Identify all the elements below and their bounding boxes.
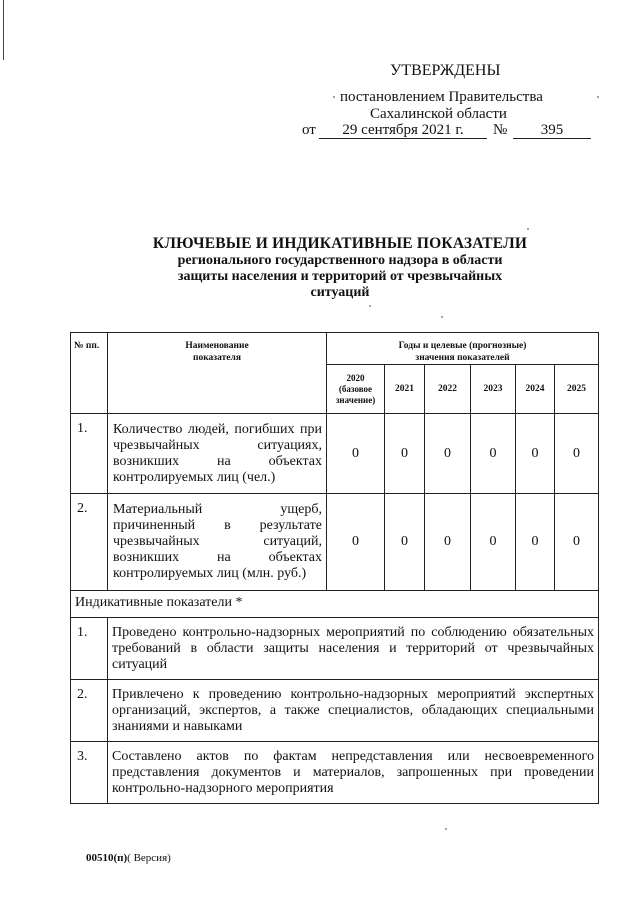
year-2025: 2025 xyxy=(555,365,599,414)
row-value: 0 xyxy=(425,414,471,494)
footer-version: ( Версия) xyxy=(127,852,171,864)
approval-number: 395 xyxy=(513,122,591,139)
table-row xyxy=(71,680,599,742)
year-2022: 2022 xyxy=(425,365,471,414)
row-value: 0 xyxy=(555,494,599,591)
year-2020-note1: (базовое xyxy=(338,383,373,394)
table-row xyxy=(71,618,599,680)
header-name-line2: показателя xyxy=(193,353,241,363)
row-number: 1. xyxy=(71,414,108,494)
row-number: 1. xyxy=(71,618,108,680)
year-2021: 2021 xyxy=(385,365,425,414)
row-number: 2. xyxy=(71,494,108,591)
approval-issuer-line2: Сахалинской области xyxy=(370,106,507,122)
row-number: 2. xyxy=(71,680,108,742)
row-value: 0 xyxy=(385,414,425,494)
row-value: 0 xyxy=(471,414,516,494)
row-value: 0 xyxy=(516,494,555,591)
margin-rule xyxy=(3,0,4,60)
row-value: 0 xyxy=(425,494,471,591)
year-2020-note2: значение) xyxy=(335,394,376,405)
header-name-line1: Наименование xyxy=(185,341,249,351)
approval-title: УТВЕРЖДЕНЫ xyxy=(390,62,501,79)
scan-speck xyxy=(527,228,529,230)
row-value: 0 xyxy=(555,414,599,494)
document-subtitle-line1: регионального государственного надзора в области xyxy=(177,253,503,268)
table-header-row xyxy=(71,333,599,365)
footer-code: 00510(п) xyxy=(86,852,128,864)
approval-date: 29 сентября 2021 г. xyxy=(319,122,487,139)
row-name: Материальный ущерб, причиненный в результате чрезвычайных ситуаций, возникших на объектах контролируемых лиц (млн. руб.) xyxy=(108,494,327,591)
row-value: 0 xyxy=(471,494,516,591)
row-text: Составлено актов по фактам непредставления или несвоевременного представления документов и материалов, запрошенных при проведении контрольно-надзорного мероприятия xyxy=(108,742,599,804)
approval-from-label: от xyxy=(302,122,316,138)
header-name xyxy=(108,333,327,414)
approval-issuer-line1: постановлением Правительства xyxy=(340,89,543,105)
document-subtitle-line3: ситуаций xyxy=(310,285,370,300)
row-value: 0 xyxy=(327,494,385,591)
table-row xyxy=(71,742,599,804)
row-number: 3. xyxy=(71,742,108,804)
table-row xyxy=(71,494,599,591)
header-years xyxy=(327,333,599,365)
section-label: Индикативные показатели * xyxy=(71,591,599,618)
year-2020-label: 2020 xyxy=(346,372,365,383)
row-value: 0 xyxy=(327,414,385,494)
row-value: 0 xyxy=(385,494,425,591)
year-2020 xyxy=(327,365,385,414)
header-number: № пп. xyxy=(71,333,108,414)
row-text: Проведено контрольно-надзорных мероприятий по соблюдению обязательных требований в области защиты населения и территорий от чрезвычайных ситуаций xyxy=(108,618,599,680)
scan-speck xyxy=(333,96,335,98)
row-value: 0 xyxy=(516,414,555,494)
scan-speck xyxy=(445,828,447,830)
scan-speck xyxy=(369,305,371,307)
scan-speck xyxy=(597,96,599,98)
document-footer xyxy=(86,852,171,864)
year-2024: 2024 xyxy=(516,365,555,414)
approval-number-label: № xyxy=(493,122,508,138)
header-years-line1: Годы и целевые (прогнозные) xyxy=(398,341,527,351)
indicators-table xyxy=(70,332,599,804)
section-row xyxy=(71,591,599,618)
year-2023: 2023 xyxy=(471,365,516,414)
document-title-block xyxy=(130,234,550,301)
document-subtitle-line2: защиты населения и территорий от чрезвычайных xyxy=(177,269,503,284)
header-years-line2: значения показателей xyxy=(415,353,510,363)
row-text: Привлечено к проведению контрольно-надзорных мероприятий экспертных организаций, экспертов, а также специалистов, обладающих специальными знаниями и навыками xyxy=(108,680,599,742)
table-row xyxy=(71,414,599,494)
document-title: КЛЮЧЕВЫЕ И ИНДИКАТИВНЫЕ ПОКАЗАТЕЛИ xyxy=(152,235,528,252)
row-name: Количество людей, погибших при чрезвычайных ситуациях, возникших на объектах контролируемых лиц (чел.) xyxy=(108,414,327,494)
scan-speck xyxy=(441,316,443,318)
